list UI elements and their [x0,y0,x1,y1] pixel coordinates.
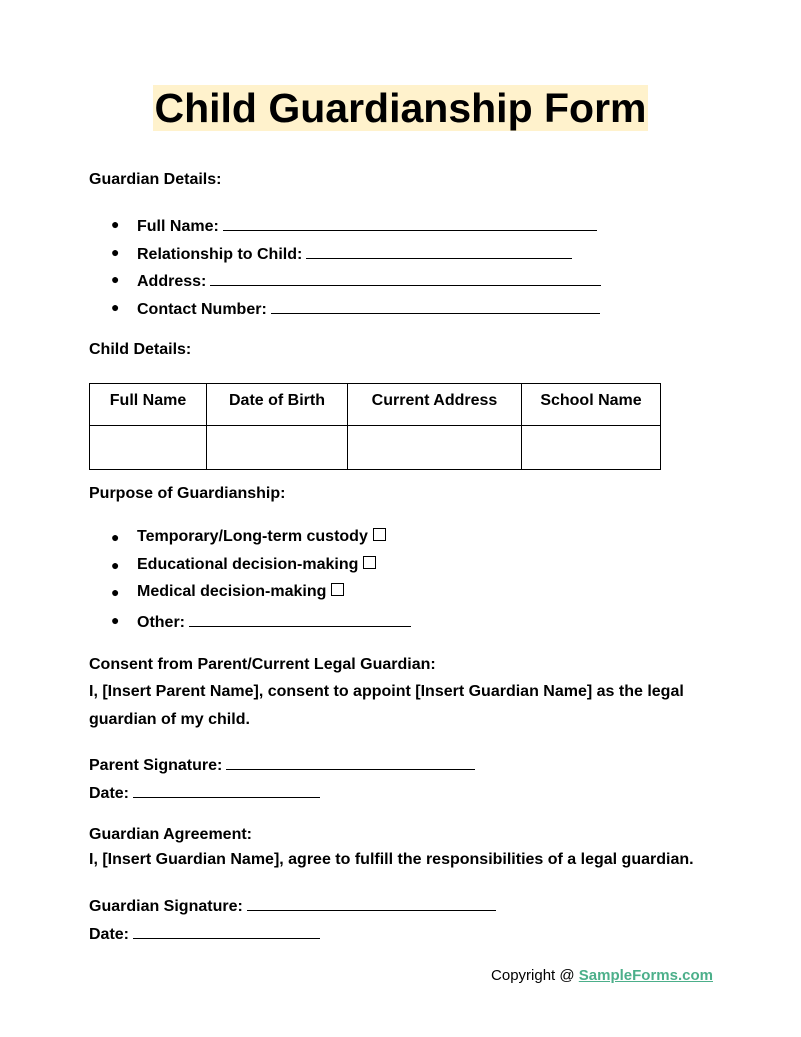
purpose-medical-label: Medical decision-making [137,583,327,600]
parent-date-label: Date: [89,785,130,802]
bullet-icon: ● [111,243,120,260]
guardian-date-row [89,922,320,945]
purpose-custody-label: Temporary/Long-term custody [137,528,368,545]
guardian-relationship-item [89,242,601,270]
parent-signature-row [89,753,475,776]
parent-date-row [89,781,320,804]
child-full-name-cell[interactable] [90,426,207,470]
guardian-full-name-item [89,214,601,242]
guardian-contact-field[interactable] [271,297,600,314]
sampleforms-link[interactable]: SampleForms.com [578,967,713,984]
guardian-signature-field[interactable] [247,894,496,911]
child-details-table [89,383,661,470]
purpose-medical-item [89,582,411,610]
purpose-educational-label: Educational decision-making [137,555,359,573]
column-header-date-of-birth: Date of Birth [207,384,348,426]
purpose-custody-item [89,527,411,555]
guardian-contact-item [89,297,601,325]
guardian-address-field[interactable] [210,269,601,286]
column-header-school-name: School Name [522,384,661,426]
agreement-heading: Guardian Agreement: [89,826,252,843]
guardian-date-label: Date: [89,926,130,943]
purpose-medical-checkbox[interactable] [331,583,344,596]
bullet-icon: ● [111,298,120,315]
purpose-educational-checkbox[interactable] [363,556,376,569]
purpose-list [89,527,411,637]
purpose-custody-checkbox[interactable] [373,528,386,541]
guardian-relationship-field[interactable] [306,242,572,259]
purpose-heading: Purpose of Guardianship: [89,485,286,502]
bullet-icon: ● [111,584,120,600]
copyright-notice [491,966,713,986]
purpose-other-item [89,610,411,638]
consent-text: I, [Insert Parent Name], consent to appoint [Insert Guardian Name] as the legal guardian of my child. [89,683,684,728]
guardian-address-item [89,269,601,297]
copyright-prefix: Copyright @ [491,967,579,984]
bullet-icon: ● [111,529,120,545]
guardian-full-name-field[interactable] [223,214,597,231]
form-title: Child Guardianship Form [154,85,647,131]
guardian-address-label: Address: [137,273,207,290]
purpose-other-label: Other: [137,613,185,631]
guardian-signature-row [89,894,496,917]
table-header-row [90,384,661,426]
consent-heading: Consent from Parent/Current Legal Guardian: [89,656,436,673]
bullet-icon: ● [111,216,120,232]
table-row [90,426,661,470]
parent-signature-field[interactable] [226,753,475,770]
purpose-educational-item [89,555,411,583]
column-header-current-address: Current Address [348,384,522,426]
guardian-date-field[interactable] [133,922,320,939]
guardian-details-list [89,214,601,324]
parent-signature-label: Parent Signature: [89,757,223,774]
guardian-contact-label: Contact Number: [137,300,267,318]
parent-date-field[interactable] [133,781,320,798]
column-header-full-name: Full Name [90,384,207,426]
guardian-full-name-label: Full Name: [137,218,219,235]
guardian-signature-label: Guardian Signature: [89,898,243,915]
agreement-text: I, [Insert Guardian Name], agree to fulfill the responsibilities of a legal guardian. [89,851,694,868]
child-current-address-cell[interactable] [348,426,522,470]
bullet-icon: ● [111,271,120,287]
child-date-of-birth-cell[interactable] [207,426,348,470]
title-wrap [0,85,801,131]
guardian-details-heading: Guardian Details: [89,171,222,188]
guardian-relationship-label: Relationship to Child: [137,245,303,263]
child-details-heading: Child Details: [89,341,192,358]
purpose-other-field[interactable] [189,610,411,627]
child-school-name-cell[interactable] [522,426,661,470]
bullet-icon: ● [111,611,120,628]
bullet-icon: ● [111,556,120,573]
